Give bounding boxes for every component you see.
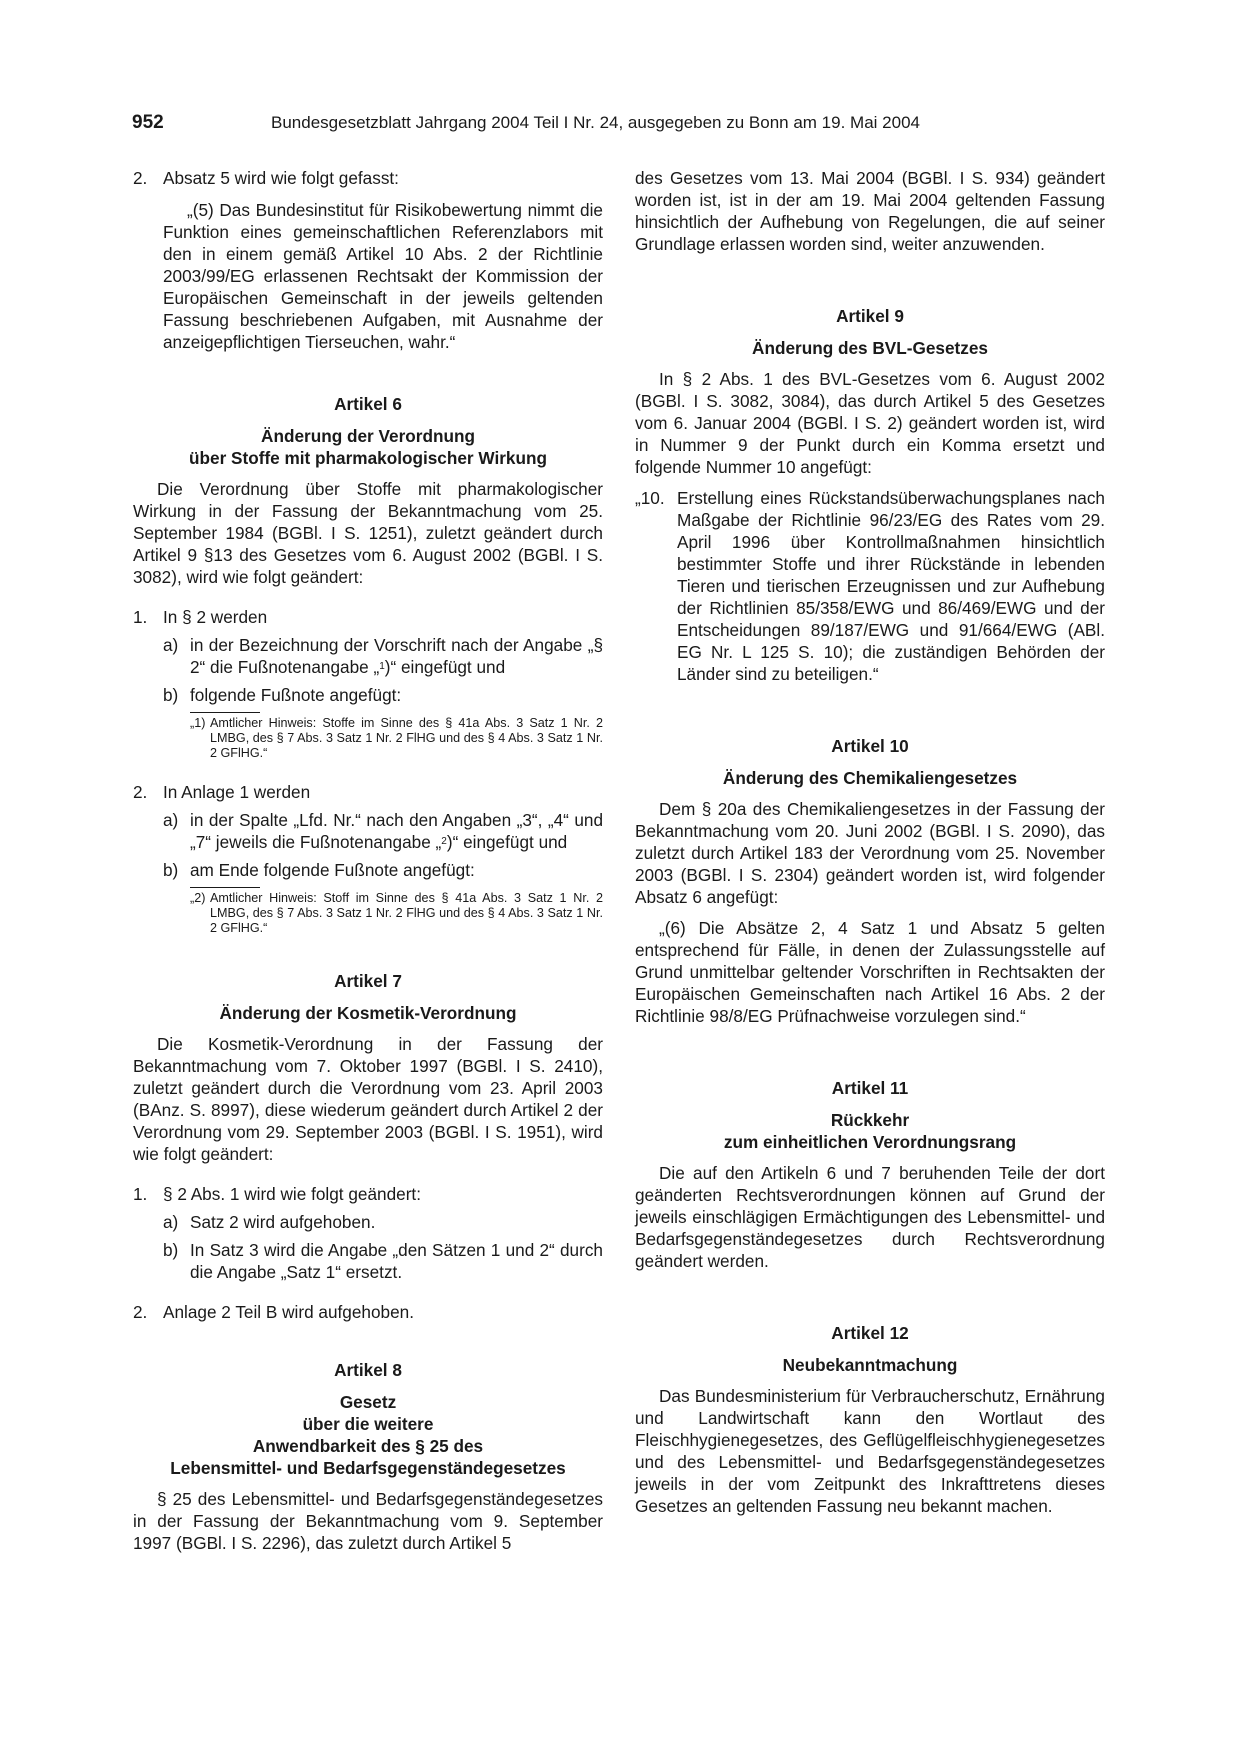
article-10-heading: Artikel 10 — [831, 736, 909, 756]
article-8-continuation: des Gesetzes vom 13. Mai 2004 (BGBl. I S. 934) geändert worden ist, ist in der am 19. Mai 2004 geltenden Fassung hinsichtlich der Aufhebung von Regelungen, die auf seiner Grundlage erlassen worden sind, weiter anzuwenden. — [635, 168, 1105, 254]
subitem-text-part-2: )“ eingefügt und — [446, 832, 568, 852]
item-number: 1. — [133, 1184, 148, 1204]
subitem-letter: a) — [163, 635, 179, 655]
item-text: § 2 Abs. 1 wird wie folgt geändert: — [163, 1184, 421, 1204]
article-8-title-line-2: über die weitere — [302, 1414, 434, 1434]
article-11-text: Die auf den Artikeln 6 und 7 beruhenden Teile der dort geänderten Rechtsverordnungen können auf Grund der jeweils einschlägigen Ermächtigungen des Lebensmittel- und Bedarfsgegenständegesetzes durch Rechtsverordnung geändert werden. — [635, 1163, 1105, 1271]
item-text: In § 2 werden — [163, 607, 268, 627]
article-6-heading: Artikel 6 — [334, 394, 402, 414]
subitem-letter: a) — [163, 810, 179, 830]
art6-subitem-1a — [163, 634, 603, 678]
article-9-intro: In § 2 Abs. 1 des BVL-Gesetzes vom 6. August 2002 (BGBl. I S. 3082, 3084), das durch Artikel 5 des Gesetzes vom 6. Januar 2004 (BGBl. I S. 2) geändert worden ist, wird in Nummer 9 der Punkt durch ein Komma ersetzt und folgende Nummer 10 angefügt: — [635, 369, 1105, 477]
left-column — [133, 167, 603, 1554]
footnote-text: Amtlicher Hinweis: Stoffe im Sinne des § 41a Abs. 3 Satz 1 Nr. 2 LMBG, des § 7 Abs. 3 Satz 1 Nr. 2 FlHG und des § 4 Abs. 3 Satz 1 Nr. 2 GFlHG.“ — [210, 716, 603, 760]
subitem-text: am Ende folgende Fußnote angefügt: — [190, 860, 475, 880]
art6-subitem-2a — [163, 809, 603, 853]
article-7-heading: Artikel 7 — [334, 971, 402, 991]
article-6-title-line-2: über Stoffe mit pharmakologischer Wirkung — [189, 448, 547, 468]
footnote-mark: „2) — [190, 891, 206, 905]
article-8-title-line-3: Anwendbarkeit des § 25 des — [252, 1436, 484, 1456]
item-text: Anlage 2 Teil B wird aufgehoben. — [163, 1302, 414, 1322]
article-9-quoted-item-10 — [635, 487, 1105, 685]
subitem-text: In Satz 3 wird die Angabe „den Sätzen 1 und 2“ durch die Angabe „Satz 1“ ersetzt. — [190, 1240, 603, 1282]
article-11-heading: Artikel 11 — [831, 1078, 909, 1098]
article-8-title-line-1: Gesetz — [339, 1392, 397, 1412]
footnote-text: Amtlicher Hinweis: Stoff im Sinne des § 41a Abs. 3 Satz 1 Nr. 2 LMBG, des § 7 Abs. 3 Satz 1 Nr. 2 FlHG und des § 4 Abs. 3 Satz 1 Nr. 2 GFlHG.“ — [210, 891, 603, 935]
article-7-intro: Die Kosmetik-Verordnung in der Fassung der Bekanntmachung vom 7. Oktober 1997 (BGBl. I S. 2410), zuletzt geändert durch die Verordnung vom 23. April 2003 (BAnz. S. 8997), diese wiederum geändert durch Artikel 2 der Verordnung vom 29. September 2003 (BGBl. I S. 1951), wird wie folgt geändert: — [133, 1034, 603, 1164]
subitem-letter: b) — [163, 1240, 179, 1260]
article-6-title-line-1: Änderung der Verordnung — [261, 426, 475, 446]
subitem-text: folgende Fußnote angefügt: — [190, 685, 402, 705]
subitem-text: Satz 2 wird aufgehoben. — [190, 1212, 376, 1232]
item-number: 2. — [133, 1302, 148, 1322]
art6-item-2 — [133, 781, 603, 803]
art7-subitem-1a — [163, 1211, 603, 1233]
footnote-ref-2: 2 — [441, 836, 447, 847]
item-text: In Anlage 1 werden — [163, 782, 311, 802]
subitem-letter: b) — [163, 685, 179, 705]
art7-item-2 — [133, 1301, 603, 1323]
article-10-title: Änderung des Chemikaliengesetzes — [722, 768, 1018, 788]
subitem-letter: a) — [163, 1212, 179, 1232]
article-8-text: § 25 des Lebensmittel- und Bedarfsgegenständegesetzes in der Fassung der Bekanntmachung vom 9. September 1997 (BGBl. I S. 2296), das zuletzt durch Artikel 5 — [133, 1489, 603, 1553]
subitem-text-part-1: in der Spalte „Lfd. Nr.“ nach den Angaben „3“, „4“ und „7“ jeweils die Fußnotenangabe „ — [190, 810, 603, 852]
article-9-heading: Artikel 9 — [836, 306, 904, 326]
quoted-paragraph: „(5) Das Bundesinstitut für Risikobewertung nimmt die Funktion eines gemeinschaftlichen Referenzlabors mit den in einem gemäß Artikel 10 Abs. 2 der Richtlinie 2003/99/EG erlassenen Rechtsakt der Kommission der Europäischen Gemeinschaft in der jeweils geltenden Fassung beschriebenen Aufgaben, mit Ausnahme der anzeigepflichtigen Tierseuchen, wahr.“ — [163, 200, 603, 352]
item-number: 1. — [133, 607, 148, 627]
article-11-title-line-1: Rückkehr — [830, 1110, 910, 1130]
subitem-letter: b) — [163, 860, 179, 880]
article-12-heading: Artikel 12 — [831, 1323, 909, 1343]
page-header — [132, 112, 1112, 138]
article-8-title-line-4: Lebensmittel- und Bedarfsgegenständegesetzes — [170, 1458, 566, 1478]
page-number: 952 — [132, 112, 164, 133]
article-6-intro: Die Verordnung über Stoffe mit pharmakologischer Wirkung in der Fassung der Bekanntmachung vom 25. September 1984 (BGBl. I S. 1251), zuletzt geändert durch Artikel 9 §13 des Gesetzes vom 6. August 2002 (BGBl. I S. 3082), wird wie folgt geändert: — [133, 479, 603, 587]
running-head: Bundesgesetzblatt Jahrgang 2004 Teil I Nr. 24, ausgegeben zu Bonn am 19. Mai 2004 — [271, 113, 920, 132]
subitem-text-part-1: in der Bezeichnung der Vorschrift nach der Angabe „§ 2“ die Fußnotenangabe „ — [190, 635, 603, 677]
article-12-title: Neubekanntmachung — [782, 1355, 958, 1375]
right-column — [635, 167, 1105, 1517]
art6-subitem-1b — [163, 684, 603, 706]
article-7-title: Änderung der Kosmetik-Verordnung — [219, 1003, 517, 1023]
item-text: Absatz 5 wird wie folgt gefasst: — [163, 168, 399, 188]
item-number: 2. — [133, 782, 148, 802]
article-11-title-line-2: zum einheitlichen Verordnungsrang — [723, 1132, 1017, 1152]
art7-subitem-1b — [163, 1239, 603, 1283]
subitem-text-part-2: )“ eingefügt und — [384, 657, 506, 677]
item-text: Erstellung eines Rückstandsüberwachungsplanes nach Maßgabe der Richtlinie 96/23/EG des Rates vom 29. April 1996 über Kontrollmaßnahmen hinsichtlich bestimmter Stoffe und ihrer Rückstände in lebenden Tieren und tierischen Erzeugnissen und zur Aufhebung der Richtlinien 85/358/EWG und 86/469/EWG und der Entscheidungen 89/187/EWG und 91/664/EWG (ABl. EG Nr. L 125 S. 10); die zuständigen Behörden der Länder sind zu beteiligen.“ — [677, 488, 1105, 684]
article-9-title: Änderung des BVL-Gesetzes — [752, 338, 988, 358]
article-10-quote: „(6) Die Absätze 2, 4 Satz 1 und Absatz 5 gelten entsprechend für Fälle, in denen der Zulassungsstelle auf Grund unmittelbar geltender Vorschriften in Rechtsakten der Europäischen Gemeinschaften nach Artikel 16 Abs. 2 der Richtlinie 98/8/EG Prüfnachweise vorzulegen sind.“ — [635, 918, 1105, 1026]
article-8-heading: Artikel 8 — [334, 1360, 402, 1380]
article-12-text: Das Bundesministerium für Verbraucherschutz, Ernährung und Landwirtschaft kann den Wortlaut des Fleischhygienegesetzes, des Geflügelfleischhygienegesetzes und des Lebensmittel- und Bedarfsgegenständegesetzes jeweils in der vom Zeitpunkt des Inkrafttretens dieses Gesetzes an geltenden Fassung neu bekannt machen. — [635, 1386, 1105, 1516]
art5-item-2 — [133, 167, 603, 189]
article-10-intro: Dem § 20a des Chemikaliengesetzes in der Fassung der Bekanntmachung vom 20. Juni 2002 (BGBl. I S. 2090), das zuletzt durch Artikel 183 der Verordnung vom 25. November 2003 (BGBl. I S. 2304) geändert worden ist, wird folgender Absatz 6 angefügt: — [635, 799, 1105, 907]
footnote-mark: „1) — [190, 716, 206, 730]
footnote-2 — [190, 891, 603, 936]
item-number: 2. — [133, 168, 148, 188]
footnote-ref-1: 1 — [379, 661, 385, 672]
art6-subitem-2b — [163, 859, 603, 881]
footnote-rule — [190, 887, 260, 888]
art6-item-1 — [133, 606, 603, 628]
art7-item-1 — [133, 1183, 603, 1205]
footnote-1 — [190, 716, 603, 761]
footnote-rule — [190, 712, 260, 713]
item-number: „10. — [635, 488, 665, 508]
